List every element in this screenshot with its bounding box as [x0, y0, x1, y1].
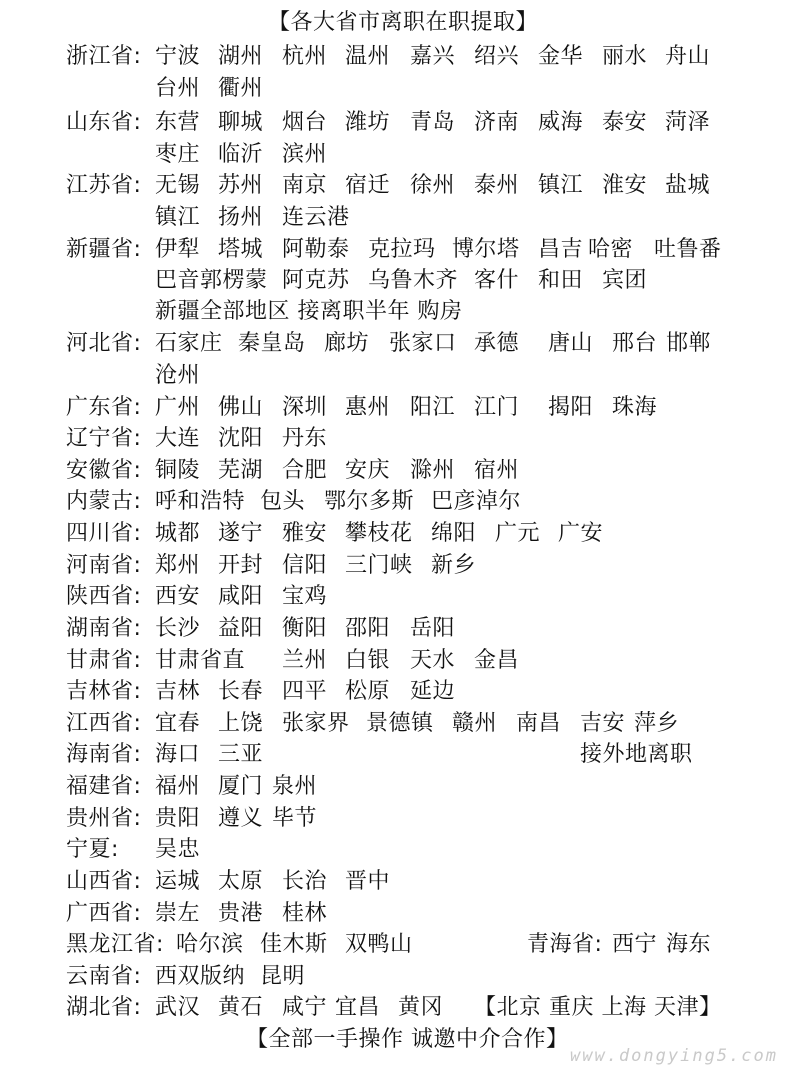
city-item: 济南 — [474, 110, 520, 135]
province-label-gansu: 甘肃省: — [66, 648, 142, 673]
city-item: 运城 — [155, 869, 201, 894]
document-title: 【各大省市离职在职提取】 — [268, 10, 539, 35]
city-item: 新乡 — [431, 553, 477, 578]
city-item: 三亚 — [218, 742, 264, 767]
city-item: 吐鲁番 — [654, 237, 722, 262]
city-item: 鄂尔多斯 — [324, 489, 415, 514]
city-item: 聊城 — [218, 110, 264, 135]
city-item: 南京 — [282, 173, 328, 198]
city-item: 伊犁 — [155, 237, 201, 262]
city-item: 深圳 — [282, 395, 328, 420]
city-item: 吴忠 — [155, 837, 201, 862]
city-item: 呼和浩特 — [155, 489, 246, 514]
city-item: 舟山 — [665, 44, 711, 69]
city-item: 攀枝花 — [345, 521, 413, 546]
city-item: 菏泽 — [665, 110, 711, 135]
city-item: 贵阳 — [155, 806, 201, 831]
city-item: 客什 — [474, 268, 520, 293]
city-item: 徐州 — [410, 173, 456, 198]
city-item: 福州 — [155, 774, 201, 799]
city-item: 桂林 — [282, 901, 328, 926]
city-item: 佛山 — [218, 395, 264, 420]
watermark: www.dongying5.com — [570, 1046, 778, 1066]
city-item: 宿州 — [474, 458, 520, 483]
municipalities-list: 【北京 重庆 上海 天津】 — [474, 995, 722, 1020]
province-label-guangdong: 广东省: — [66, 395, 142, 420]
city-item: 临沂 — [218, 142, 264, 167]
city-item: 塔城 — [218, 237, 264, 262]
city-item: 大连 — [155, 426, 201, 451]
city-item: 佳木斯 — [260, 932, 328, 957]
city-item: 晋中 — [345, 869, 391, 894]
city-item: 杭州 — [282, 44, 328, 69]
city-item: 西双版纳 — [155, 964, 246, 989]
city-item: 四平 — [282, 679, 328, 704]
city-item: 连云港 — [282, 205, 350, 230]
city-item: 萍乡 — [634, 711, 680, 736]
city-item: 唐山 — [548, 331, 594, 356]
province-label-ningxia: 宁夏: — [66, 837, 119, 862]
city-item: 宜春 — [155, 711, 201, 736]
city-item: 开封 — [218, 553, 264, 578]
city-item: 咸宁 — [282, 995, 328, 1020]
city-item: 哈密 — [588, 237, 634, 262]
city-item: 泉州 — [272, 774, 318, 799]
city-item: 芜湖 — [218, 458, 264, 483]
city-item: 阿勒泰 — [282, 237, 350, 262]
city-item: 张家口 — [389, 331, 457, 356]
city-item: 金昌 — [474, 648, 520, 673]
city-item: 咸阳 — [218, 584, 264, 609]
city-item: 泰州 — [474, 173, 520, 198]
city-item: 青岛 — [410, 110, 456, 135]
province-label-shaanxi: 陕西省: — [66, 584, 142, 609]
city-item: 安庆 — [345, 458, 391, 483]
city-item: 松原 — [345, 679, 391, 704]
city-item: 广元 — [495, 521, 541, 546]
city-item: 邵阳 — [345, 616, 391, 641]
xinjiang-note: 新疆全部地区 接离职半年 购房 — [155, 299, 463, 324]
province-label-hubei: 湖北省: — [66, 995, 142, 1020]
city-item: 淮安 — [602, 173, 648, 198]
city-item: 信阳 — [282, 553, 328, 578]
city-item: 江门 — [474, 395, 520, 420]
city-item: 海东 — [666, 932, 712, 957]
city-item: 吉林 — [155, 679, 201, 704]
city-item: 博尔塔 — [452, 237, 520, 262]
province-label-xinjiang: 新疆省: — [66, 237, 142, 262]
city-item: 武汉 — [155, 995, 201, 1020]
city-item: 城都 — [155, 521, 201, 546]
city-item: 邢台 — [612, 331, 658, 356]
province-label-yunnan: 云南省: — [66, 964, 142, 989]
city-item: 贵港 — [218, 901, 264, 926]
city-item: 沧州 — [155, 363, 201, 388]
city-item: 宿迁 — [345, 173, 391, 198]
city-item: 合肥 — [282, 458, 328, 483]
city-item: 宾团 — [602, 268, 648, 293]
city-item: 金华 — [538, 44, 584, 69]
province-label-guangxi: 广西省: — [66, 901, 142, 926]
province-label-fujian: 福建省: — [66, 774, 142, 799]
city-item: 衢州 — [218, 76, 264, 101]
city-item: 长沙 — [155, 616, 201, 641]
province-label-zhejiang: 浙江省: — [66, 44, 142, 69]
city-item: 雅安 — [282, 521, 328, 546]
city-item: 昆明 — [260, 964, 306, 989]
city-item: 滨州 — [282, 142, 328, 167]
city-item: 扬州 — [218, 205, 264, 230]
city-item: 白银 — [345, 648, 391, 673]
city-item: 揭阳 — [548, 395, 594, 420]
city-item: 绵阳 — [431, 521, 477, 546]
city-item: 哈尔滨 — [176, 932, 244, 957]
city-item: 廊坊 — [324, 331, 370, 356]
city-item: 张家界 — [282, 711, 350, 736]
province-label-sichuan: 四川省: — [66, 521, 142, 546]
city-item: 温州 — [345, 44, 391, 69]
city-item: 巴彦淖尔 — [431, 489, 522, 514]
province-label-shanxi: 山西省: — [66, 869, 142, 894]
city-item: 双鸭山 — [345, 932, 413, 957]
province-label-heilongjiang: 黑龙江省: — [66, 932, 164, 957]
city-item: 吉安 — [580, 711, 626, 736]
city-item: 巴音郭楞蒙 — [155, 268, 268, 293]
city-item: 克拉玛 — [368, 237, 436, 262]
province-label-jiangsu: 江苏省: — [66, 173, 142, 198]
city-item: 天水 — [410, 648, 456, 673]
city-item: 镇江 — [538, 173, 584, 198]
city-item: 毕节 — [272, 806, 318, 831]
city-item: 黄冈 — [398, 995, 444, 1020]
city-item: 台州 — [155, 76, 201, 101]
province-label-hainan: 海南省: — [66, 742, 142, 767]
city-item: 丽水 — [602, 44, 648, 69]
city-item: 丹东 — [282, 426, 328, 451]
city-item: 镇江 — [155, 205, 201, 230]
city-item: 延边 — [410, 679, 456, 704]
city-item: 石家庄 — [155, 331, 223, 356]
city-item: 遵义 — [218, 806, 264, 831]
city-item: 厦门 — [218, 774, 264, 799]
province-label-anhui: 安徽省: — [66, 458, 142, 483]
city-item: 太原 — [218, 869, 264, 894]
city-item: 苏州 — [218, 173, 264, 198]
city-item: 阳江 — [410, 395, 456, 420]
city-item: 赣州 — [452, 711, 498, 736]
city-item: 岳阳 — [410, 616, 456, 641]
city-item: 滁州 — [410, 458, 456, 483]
city-item: 南昌 — [516, 711, 562, 736]
province-label-guizhou: 贵州省: — [66, 806, 142, 831]
city-item: 沈阳 — [218, 426, 264, 451]
city-item: 黄石 — [218, 995, 264, 1020]
city-item: 景德镇 — [366, 711, 434, 736]
city-item: 宜昌 — [335, 995, 381, 1020]
province-label-jiangxi: 江西省: — [66, 711, 142, 736]
city-item: 泰安 — [602, 110, 648, 135]
city-item: 珠海 — [612, 395, 658, 420]
city-item: 东营 — [155, 110, 201, 135]
city-item: 宁波 — [155, 44, 201, 69]
city-item: 昌吉 — [538, 237, 584, 262]
city-item: 潍坊 — [345, 110, 391, 135]
city-item: 兰州 — [282, 648, 328, 673]
city-item: 宝鸡 — [282, 584, 328, 609]
city-item: 烟台 — [282, 110, 328, 135]
city-item: 盐城 — [665, 173, 711, 198]
province-label-qinghai: 青海省: — [527, 932, 603, 957]
city-item: 遂宁 — [218, 521, 264, 546]
province-label-jilin: 吉林省: — [66, 679, 142, 704]
province-label-henan: 河南省: — [66, 553, 142, 578]
city-item: 海口 — [155, 742, 201, 767]
city-item: 三门峡 — [345, 553, 413, 578]
city-item: 邯郸 — [666, 331, 712, 356]
city-item: 衡阳 — [282, 616, 328, 641]
city-item: 甘肃省直 — [155, 648, 246, 673]
city-item: 上饶 — [218, 711, 264, 736]
city-item: 无锡 — [155, 173, 201, 198]
hainan-note: 接外地离职 — [580, 742, 693, 767]
province-label-hunan: 湖南省: — [66, 616, 142, 641]
footer-text: 【全部一手操作 诚邀中介合作】 — [246, 1027, 569, 1052]
city-item: 益阳 — [218, 616, 264, 641]
province-label-liaoning: 辽宁省: — [66, 426, 142, 451]
city-item: 和田 — [538, 268, 584, 293]
province-label-neimenggu: 内蒙古: — [66, 489, 142, 514]
city-item: 崇左 — [155, 901, 201, 926]
city-item: 乌鲁木齐 — [368, 268, 459, 293]
city-item: 嘉兴 — [410, 44, 456, 69]
city-item: 西安 — [155, 584, 201, 609]
city-item: 湖州 — [218, 44, 264, 69]
city-item: 广州 — [155, 395, 201, 420]
city-item: 惠州 — [345, 395, 391, 420]
province-label-shandong: 山东省: — [66, 110, 142, 135]
city-item: 阿克苏 — [282, 268, 350, 293]
city-item: 郑州 — [155, 553, 201, 578]
city-item: 铜陵 — [155, 458, 201, 483]
city-item: 长治 — [282, 869, 328, 894]
city-item: 绍兴 — [474, 44, 520, 69]
city-item: 威海 — [538, 110, 584, 135]
city-item: 秦皇岛 — [238, 331, 306, 356]
city-item: 包头 — [260, 489, 306, 514]
city-item: 西宁 — [612, 932, 658, 957]
province-label-hebei: 河北省: — [66, 331, 142, 356]
city-item: 长春 — [218, 679, 264, 704]
city-item: 广安 — [558, 521, 604, 546]
city-item: 枣庄 — [155, 142, 201, 167]
city-item: 承德 — [474, 331, 520, 356]
